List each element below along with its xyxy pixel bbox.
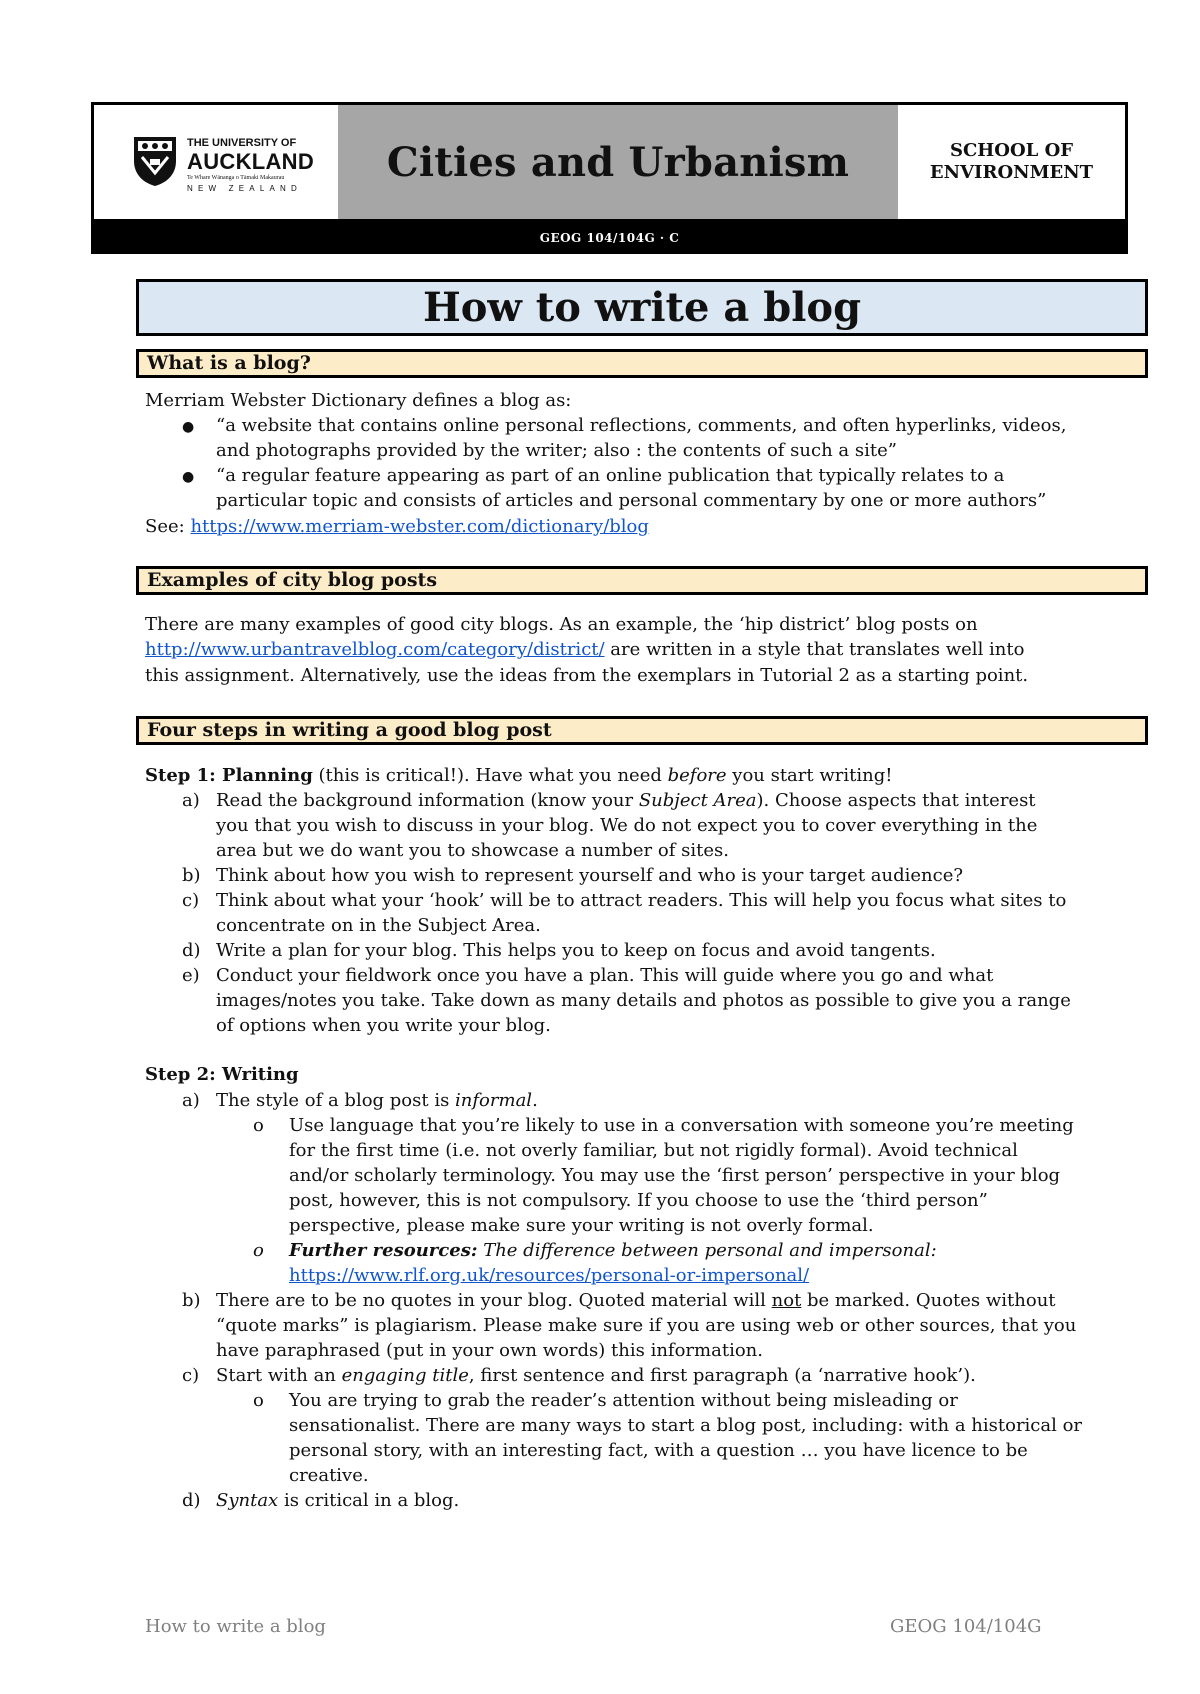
step2a-resources-line	[289, 1239, 937, 1263]
step2c-sub-line4: creative.	[289, 1465, 369, 1486]
step2a-resources-link-line	[289, 1264, 809, 1288]
step2b-pre: There are to be no quotes in your blog. Quoted material will	[216, 1290, 772, 1311]
section-heading-examples: Examples of city blog posts	[136, 566, 1148, 595]
university-logo	[94, 105, 338, 219]
step1e-line1: Conduct your fieldwork once you have a plan. This will guide where you go and what	[216, 965, 994, 986]
step1-italic: before	[667, 765, 727, 786]
section2-line2	[145, 638, 1024, 662]
course-title-cell	[338, 105, 898, 219]
university-name-line4: NEW ZEALAND	[187, 184, 302, 193]
step1a-line3: area but we do want you to showcase a number of sites.	[216, 840, 729, 861]
university-name-line3: Te Whare Wānanga o Tāmaki Makaurau	[187, 175, 285, 181]
university-name-line1: THE UNIVERSITY OF	[187, 137, 297, 149]
page-title-box	[136, 279, 1148, 336]
section1-bullet1-line1: “a website that contains online personal reflections, comments, and often hyperlinks, videos,	[216, 415, 1067, 436]
step2-label: Step 2: Writing	[145, 1064, 299, 1085]
course-code-bar	[91, 222, 1128, 254]
sub-list-marker: o	[253, 1115, 264, 1136]
list-marker: d)	[182, 1490, 201, 1511]
rlf-link[interactable]: https://www.rlf.org.uk/resources/personal-or-impersonal/	[289, 1265, 810, 1286]
section-heading-what-is-a-blog: What is a blog?	[136, 349, 1148, 378]
sub-list-marker: o	[253, 1240, 264, 1261]
resources-desc: The difference between personal and impersonal:	[477, 1240, 937, 1261]
course-code: GEOG 104/104G · C	[539, 231, 680, 245]
sub-list-marker: o	[253, 1390, 264, 1411]
step1a-post: ). Choose aspects that interest	[756, 790, 1036, 811]
list-marker: c)	[182, 1365, 200, 1386]
footer-right: GEOG 104/104G	[890, 1616, 1042, 1637]
school-name-line1: SCHOOL OF	[949, 140, 1074, 161]
step2c-pre: Start with an	[216, 1365, 342, 1386]
crest-icon	[132, 135, 178, 187]
step1d-line1: Write a plan for your blog. This helps you to keep on focus and avoid tangents.	[216, 940, 936, 961]
step1-rest1: (this is critical!). Have what you need	[312, 765, 668, 786]
step2c-sub-line2: sensationalist. There are many ways to start a blog post, including: with a historical or	[289, 1415, 1083, 1436]
university-name-line2: AUCKLAND	[187, 149, 315, 174]
section-heading-four-steps: Four steps in writing a good blog post	[136, 716, 1148, 745]
step1-rest2: you start writing!	[726, 765, 893, 786]
school-cell	[898, 105, 1125, 219]
step2c-sub-line1: You are trying to grab the reader’s attention without being misleading or	[289, 1390, 958, 1411]
step1a-line2: you that you wish to discuss in your blog. We do not expect you to cover everything in the	[216, 815, 1038, 836]
step1e-line2: images/notes you take. Take down as many details and photos as possible to give you a range	[216, 990, 1071, 1011]
page-title: How to write a blog	[422, 284, 862, 331]
step2b-underlined: not	[771, 1290, 802, 1311]
step1-heading-line	[145, 764, 892, 788]
section2-line2-rest: are written in a style that translates well into	[604, 639, 1025, 660]
list-marker: a)	[182, 790, 200, 811]
step2a-sub-line5: perspective, please make sure your writing is not overly formal.	[289, 1215, 874, 1236]
step2d-post: is critical in a blog.	[278, 1490, 460, 1511]
school-name-line2: ENVIRONMENT	[929, 162, 1094, 183]
section1-bullet2-line1: “a regular feature appearing as part of an online publication that typically relates to a	[216, 465, 1005, 486]
step2a-line	[216, 1089, 538, 1113]
section1-intro: Merriam Webster Dictionary defines a blog as:	[145, 390, 572, 411]
step2b-post: be marked. Quotes without	[801, 1290, 1056, 1311]
step2b-line2: “quote marks” is plagiarism. Please make sure if you are using web or other sources, that you	[216, 1315, 1077, 1336]
step2a-post: .	[532, 1090, 538, 1111]
section1-see-line	[145, 515, 649, 539]
step2a-italic: informal	[455, 1090, 533, 1111]
section1-bullet1-line2: and photographs provided by the writer; also : the contents of such a site”	[216, 440, 897, 461]
merriam-webster-link[interactable]: https://www.merriam-webster.com/dictionary/blog	[190, 516, 649, 537]
list-marker: d)	[182, 940, 201, 961]
header-banner	[91, 102, 1128, 222]
list-marker: e)	[182, 965, 200, 986]
step2d-italic: Syntax	[216, 1490, 279, 1511]
step1e-line3: of options when you write your blog.	[216, 1015, 551, 1036]
step2b-line1	[216, 1289, 1056, 1313]
list-marker: c)	[182, 890, 200, 911]
step1a-pre: Read the background information (know your	[216, 790, 639, 811]
step2a-sub-line1: Use language that you’re likely to use in a conversation with someone you’re meeting	[289, 1115, 1074, 1136]
section2-line1: There are many examples of good city blogs. As an example, the ‘hip district’ blog posts on	[145, 614, 978, 635]
step2a-sub-line4: post, however, this is not compulsory. If you choose to use the ‘third person”	[289, 1190, 988, 1211]
step1c-line2: concentrate on in the Subject Area.	[216, 915, 541, 936]
step2a-sub-line2: for the first time (i.e. not overly familiar, but not rigidly formal). Avoid technical	[289, 1140, 1018, 1161]
section1-bullet2-line2: particular topic and consists of articles and personal commentary by one or more authors”	[216, 490, 1047, 511]
footer-left: How to write a blog	[145, 1616, 326, 1637]
section2-line3: this assignment. Alternatively, use the ideas from the exemplars in Tutorial 2 as a starting point.	[145, 665, 1029, 686]
step1a-italic: Subject Area	[638, 790, 757, 811]
step2c-post: , first sentence and first paragraph (a ‘narrative hook’).	[468, 1365, 976, 1386]
step2b-line3: have paraphrased (put in your own words) this information.	[216, 1340, 763, 1361]
see-label: See:	[145, 516, 185, 537]
step2a-sub-line3: and/or scholarly terminology. You may use the ‘first person’ perspective in your blog	[289, 1165, 1061, 1186]
step2c-line1	[216, 1364, 976, 1388]
bullet-icon: ●	[182, 419, 195, 435]
resources-label: Further resources:	[289, 1240, 478, 1261]
step2c-sub-line3: personal story, with an interesting fact, with a question … you have licence to be	[289, 1440, 1028, 1461]
course-title: Cities and Urbanism	[386, 138, 850, 186]
step2a-pre: The style of a blog post is	[216, 1090, 456, 1111]
list-marker: b)	[182, 1290, 201, 1311]
step1-label: Step 1: Planning	[145, 765, 313, 786]
step1a-line1	[216, 789, 1036, 813]
urbantravelblog-link[interactable]: http://www.urbantravelblog.com/category/district/	[145, 639, 605, 660]
bullet-icon: ●	[182, 469, 195, 485]
step2c-italic: engaging title	[341, 1365, 469, 1386]
step1b-line1: Think about how you wish to represent yourself and who is your target audience?	[216, 865, 964, 886]
step1c-line1: Think about what your ‘hook’ will be to attract readers. This will help you focus what sites to	[216, 890, 1067, 911]
list-marker: b)	[182, 865, 201, 886]
list-marker: a)	[182, 1090, 200, 1111]
step2d-line1	[216, 1489, 459, 1513]
